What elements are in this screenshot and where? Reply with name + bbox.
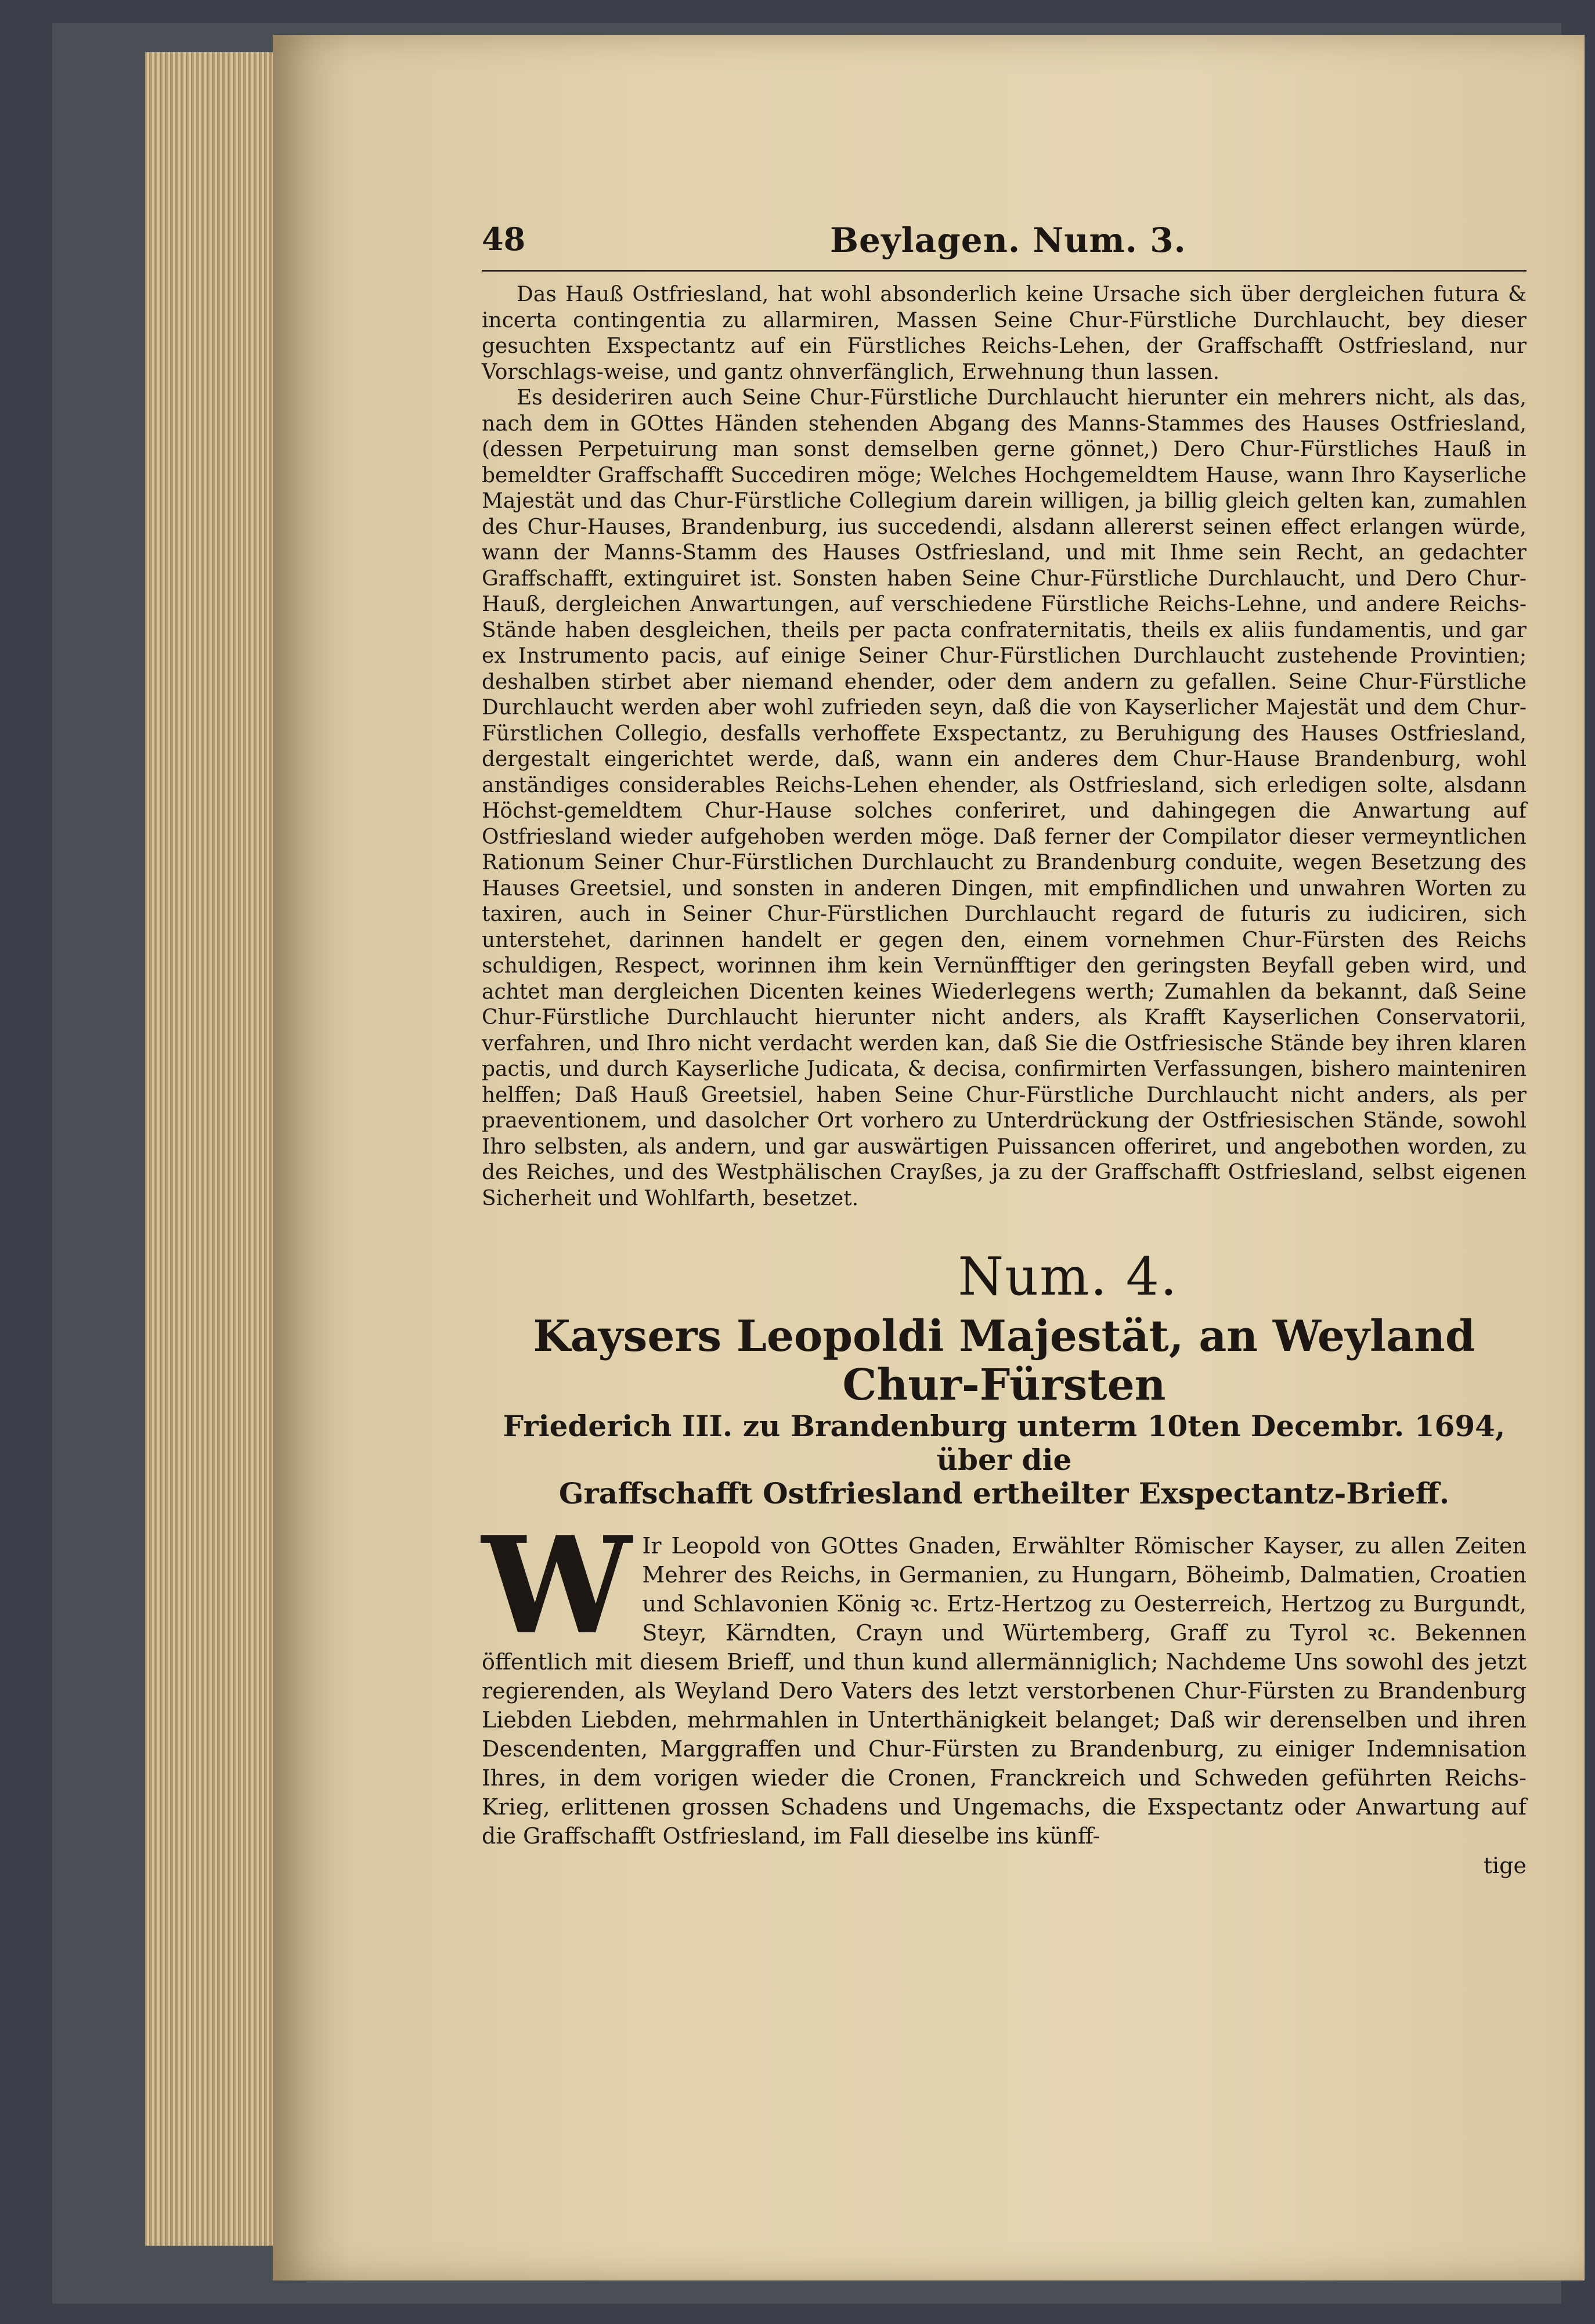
section-title: Kaysers Leopoldi Majestät, an Weyland Chur-Fürsten <box>533 1311 1475 1410</box>
paragraph: Das Hauß Ostfriesland, hat wohl absonderlich keine Ursache sich über dergleichen futura & incerta contingentia zu allarmiren, Massen Seine Chur-Fürstliche Durchlaucht, bey dieser gesuchten Exspectantz auf ein Fürstliches Reichs-Lehen, der Graffschafft Ostfriesland, nur Vorschlags-weise, und gantz ohnverfänglich, Erwehnung thun lassen. <box>482 283 1527 384</box>
section-subtitle-line1: Friederich III. zu Brandenburg unterm 10ten Decembr. 1694, über die <box>503 1409 1506 1477</box>
book-page <box>273 35 1585 2280</box>
page-edges <box>145 52 279 2246</box>
paragraph: Es desideriren auch Seine Chur-Fürstliche Durchlaucht hierunter ein mehrers nicht, als das, nach dem in GOttes Händen stehenden Abgang des Manns-Stammes des Hauses Ostfriesland, (dessen Perpetuirung man sonst demselben gerne gönnet,) Dero Chur-Fürstliches Hauß in bemeldter Graffschafft Succediren möge; Welches Hochgemeldtem Hause, wann Ihro Kayserliche Majestät und das Chur-Fürstliche Collegium darein willigen, ja billig gleich gelten kan, zumahlen des Chur-Hauses, Brandenburg, ius succedendi, alsdann allererst seinen effect erlangen würde, wann der Manns-Stamm des Hauses Ostfriesland, und mit Ihme sein Recht, an gedachter Graffschafft, extinguiret ist. Sonsten haben Seine Chur-Fürstliche Durchlaucht, und Dero Chur-Hauß, dergleichen Anwartungen, auf verschiedene Fürstliche Reichs-Lehne, und andere Reichs-Stände haben desgleichen, theils per pacta confraternitatis, theils ex aliis fundamentis, und gar ex Instrumento pacis, auf einige Seiner Chur-Fürstlichen Durchlaucht zustehende Provintien; deshalben stirbet aber niemand ehender, oder dem andern zu gefallen. Seine Chur-Fürstliche Durchlaucht werden aber wohl zufrieden seyn, daß die von Kayserlicher Majestät und dem Chur-Fürstlichen Collegio, desfalls verhoffete Exspectantz, zu Beruhigung des Hauses Ostfriesland, dergestalt eingerichtet werde, daß, wann ein anderes dem Chur-Hause Brandenburg, wohl anständiges considerables Reichs-Lehen ehender, als Ostfriesland, sich erledigen solte, alsdann Höchst-gemeldtem Chur-Hause solches conferiret, und dahingegen die Anwartung auf Ostfriesland wieder aufgehoben werden möge. Daß ferner der Compilator dieser vermeyntlichen Rationum Seiner Chur-Fürstlichen Durchlaucht zu Brandenburg conduite, wegen Besetzung des Hauses Greetsiel, und sonsten in anderen Dingen, mit empfindlichen und unwahren Worten zu taxiren, auch in Seiner Chur-Fürstlichen Durchlaucht regard de futuris zu iudiciren, sich unterstehet, darinnen handelt er gegen den, einem vornehmen Chur-Fürsten des Reichs schuldigen, Respect, worinnen ihm kein Vernünfftiger den geringsten Beyfall geben wird, und achtet man dergleichen Dicenten keines Wiederlegens werth; Zumahlen da bekannt, daß Seine Chur-Fürstliche Durchlaucht hierunter nicht anders, als Krafft Kayserlichen Conservatorii, verfahren, und Ihro nicht verdacht werden kan, daß Sie die Ostfriesische Stände bey ihren klaren pactis, und durch Kayserliche Judicata, & decisa, confirmirten Verfassungen, bishero mainteniren helffen; Daß Hauß Greetsiel, haben Seine Chur-Fürstliche Durchlaucht nicht anders, als per praeventionem, und dasolcher Ort vorhero zu Unterdrückung der Ostfriesischen Stände, sowohl Ihro selbsten, als andern, und gar auswärtigen Puissancen offeriret, und angebothen worden, zu des Reiches, und des Westphälischen Crayßes, ja zu der Graffschafft Ostfriesland, selbst eigenen Sicherheit und Wohlfarth, besetzet. <box>482 386 1527 1210</box>
page-header <box>482 215 1527 272</box>
body-text <box>482 282 1527 1212</box>
letter-body <box>482 1508 1527 1850</box>
running-head: Beylagen. Num. 3. <box>830 221 1186 260</box>
drop-cap: W <box>482 1508 632 1664</box>
text-block <box>482 215 1527 1878</box>
letter-text: Ir Leopold von GOttes Gnaden, Erwählter Römischer Kayser, zu allen Zeiten Mehrer des Reichs, in Germanien, zu Hungarn, Böheimb, Dalmatien, Croatien und Schlavonien König ꝛc. Ertz-Hertzog zu Oesterreich, Hertzog zu Burgundt, Steyr, Kärndten, Crayn und Würtemberg, Graff zu Tyrol ꝛc. Bekennen öffentlich mit diesem Brieff, und thun kund allermänniglich; Nachdeme Uns sowohl des jetzt regierenden, als Weyland Dero Vaters des letzt verstorbenen Chur-Fürsten zu Brandenburg Liebden Liebden, mehrmahlen in Unterthänigkeit belanget; Daß wir derenselben und ihren Descendenten, Marggraffen und Chur-Fürsten zu Brandenburg, zu einiger Indemnisation Ihres, in dem vorigen wieder die Cronen, Franckreich und Schweden geführten Reichs-Krieg, erlittenen grossen Schadens und Ungemachs, die Exspectantz oder Anwartung auf die Graffschafft Ostfriesland, im Fall dieselbe ins künff- <box>482 1533 1527 1849</box>
page-number: 48 <box>482 221 526 258</box>
section-subtitle-line2: Graffschafft Ostfriesland ertheilter Exspectantz-Brieff. <box>558 1476 1450 1510</box>
section-number: Num. 4. <box>958 1246 1178 1307</box>
catchword: tige <box>1483 1853 1527 1878</box>
